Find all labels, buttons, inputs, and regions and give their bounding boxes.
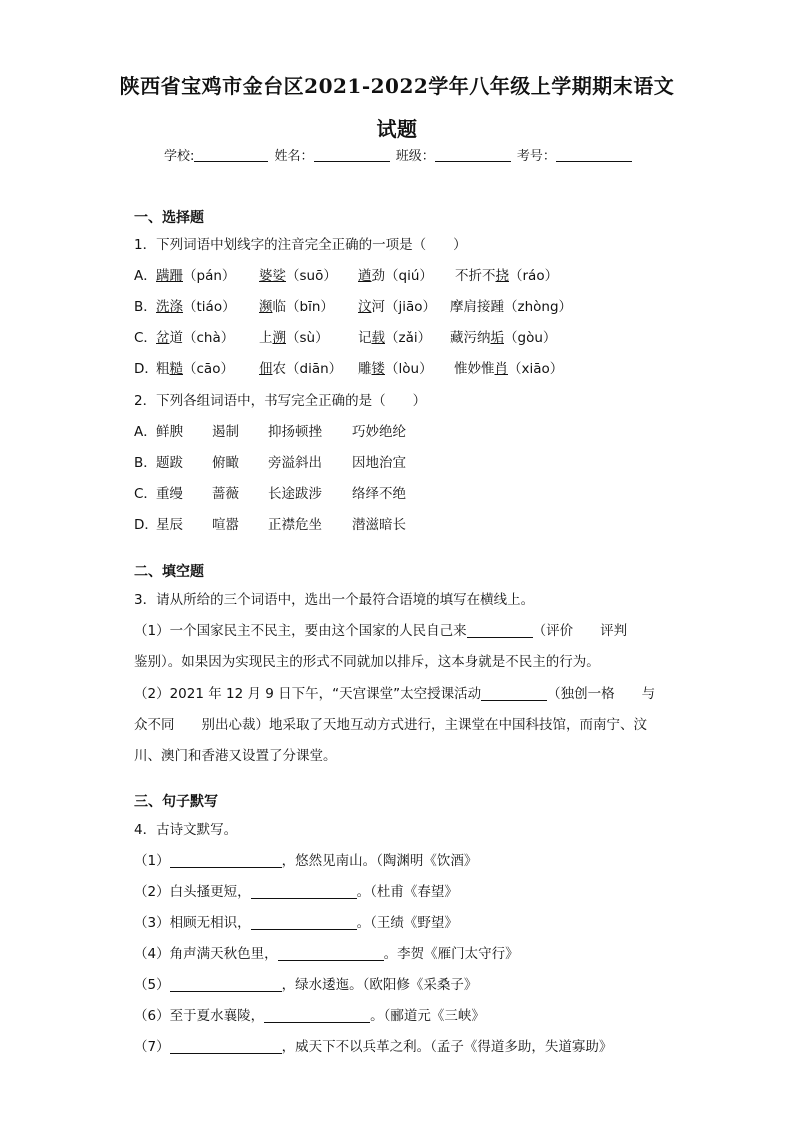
text: ，绿水逶迤。（欧阳修《采桑子》 [281, 977, 478, 993]
exam-title-line2: 试题 [376, 117, 418, 141]
pinyin: （tiáo） [183, 299, 236, 315]
option-label: B． [134, 299, 157, 315]
recite-item-3 [134, 911, 458, 931]
word: 糙 [169, 361, 183, 377]
word: 雕 [358, 361, 372, 377]
q1-option-c[interactable] [134, 326, 694, 344]
text: 。（杜甫《春望》 [356, 884, 458, 900]
text: （1）一个国家民主不民主，要由这个国家的人民自己来 [134, 623, 467, 639]
word: 抑扬顿挫 [268, 424, 322, 440]
pinyin: （zǎi） [385, 330, 432, 346]
q1-option-d[interactable] [134, 357, 694, 375]
recite-item-1 [134, 849, 477, 869]
word: 星辰 [156, 517, 183, 533]
pinyin: （cāo） [183, 361, 234, 377]
answer-blank[interactable] [251, 915, 357, 930]
text: （7） [134, 1039, 170, 1055]
q1-option-b[interactable] [134, 295, 694, 313]
option-label: C． [134, 330, 157, 346]
word: 俯瞰 [212, 455, 239, 471]
word: 濒 [259, 299, 273, 315]
word: 旁溢斜出 [268, 455, 322, 471]
text: （评价 评判 [532, 623, 628, 639]
q2-option-d[interactable] [134, 513, 534, 531]
exam-title-line1: 陕西省宝鸡市金台区2021-2022学年八年级上学期期末语文 [119, 74, 675, 98]
word: 巧妙绝纶 [352, 424, 406, 440]
word: 镂 [371, 361, 385, 377]
student-info-row [164, 145, 634, 164]
pinyin: （sù） [286, 330, 329, 346]
word: 河 [371, 299, 385, 315]
school-field[interactable] [194, 148, 268, 162]
text: 。李贺《雁门太守行》 [383, 946, 519, 962]
answer-blank[interactable] [170, 1039, 282, 1054]
pinyin: （lòu） [385, 361, 433, 377]
word: 喧嚣 [212, 517, 239, 533]
recite-item-5 [134, 973, 477, 993]
answer-blank[interactable] [170, 853, 282, 868]
pinyin: （diān） [286, 361, 343, 377]
text: （独创一格 与 [547, 686, 656, 702]
option-label: A． [134, 424, 157, 440]
name-label: 姓名： [274, 149, 314, 164]
q3-part2-line3: 川、澳门和香港又设置了分课堂。 [134, 748, 337, 764]
class-field[interactable] [435, 148, 511, 162]
answer-blank[interactable] [264, 1008, 370, 1023]
recite-item-2 [134, 880, 458, 900]
option-label: D． [134, 517, 158, 533]
section-heading-recitation: 三、句子默写 [134, 794, 218, 810]
section-heading-fill: 二、填空题 [134, 564, 204, 580]
option-label: B． [134, 455, 157, 471]
text: （3）相顾无相识， [134, 915, 251, 931]
text: ，威天下不以兵革之利。（孟子《得道多助，失道寡助》 [281, 1039, 613, 1055]
pinyin: （chà） [183, 330, 235, 346]
class-label: 班级： [395, 149, 435, 164]
q2-option-a[interactable] [134, 420, 534, 438]
word: 因地治宜 [352, 455, 406, 471]
q3-part2-line2: 众不同 别出心裁）地采取了天地互动方式进行，主课堂在中国科技馆，而南宁、汶 [134, 717, 647, 733]
word: 挠 [495, 268, 509, 284]
word: 载 [371, 330, 385, 346]
word: 溯 [272, 330, 286, 346]
answer-blank[interactable] [467, 623, 533, 638]
school-label: 学校: [164, 149, 195, 164]
word: 蔷薇 [212, 486, 239, 502]
q3-part1-line1 [134, 619, 627, 639]
pinyin: （suō） [286, 268, 337, 284]
word: 肖 [494, 361, 508, 377]
pinyin: （xiāo） [508, 361, 564, 377]
word: 汶 [358, 299, 372, 315]
word: 长途跋涉 [268, 486, 322, 502]
text: （1） [134, 853, 170, 869]
word: 鲜腴 [156, 424, 183, 440]
word: 潜滋暗长 [352, 517, 406, 533]
q1-option-a[interactable] [134, 264, 694, 282]
text: （6）至于夏水襄陵， [134, 1008, 265, 1024]
text: ，悠然见南山。（陶渊明《饮酒》 [281, 853, 478, 869]
pinyin: （ráo） [509, 268, 559, 284]
text: 。（郦道元《三峡》 [370, 1008, 485, 1024]
text: （2）2021 年 12 月 9 日下午，“天宫课堂”太空授课活动 [134, 686, 482, 702]
word: 婆娑 [259, 268, 286, 284]
text: （2）白头搔更短， [134, 884, 251, 900]
pinyin: （qiú） [385, 268, 433, 284]
word: 劲 [371, 268, 385, 284]
word: 络绎不绝 [352, 486, 406, 502]
word: 道 [169, 330, 183, 346]
word: 上 [259, 330, 273, 346]
pinyin: （pán） [183, 268, 236, 284]
recite-item-6 [134, 1004, 485, 1024]
text: （4）角声满天秋色里， [134, 946, 278, 962]
pinyin: （bīn） [286, 299, 334, 315]
word: 摩肩接踵 [450, 299, 504, 315]
q2-option-c[interactable] [134, 482, 534, 500]
pinyin: （jiāo） [385, 299, 437, 315]
q2-option-b[interactable] [134, 451, 534, 469]
word: 重缦 [156, 486, 183, 502]
q3-part1-line2: 鉴别）。如果因为实现民主的形式不同就加以排斥，这本身就是不民主的行为。 [134, 654, 600, 670]
exam-no-label: 考号： [516, 149, 556, 164]
word: 正襟危坐 [268, 517, 322, 533]
word: 临 [272, 299, 286, 315]
pinyin: （gòu） [504, 330, 557, 346]
word: 佃 [259, 361, 273, 377]
option-label: A． [134, 268, 157, 284]
word: 垢 [490, 330, 504, 346]
recite-item-7 [134, 1035, 612, 1055]
word: 蹒跚 [156, 268, 183, 284]
q3-part2-line1 [134, 682, 655, 702]
option-label: C． [134, 486, 157, 502]
text: 。（王绩《野望》 [356, 915, 458, 931]
section-heading-choice: 一、选择题 [134, 210, 204, 226]
recite-item-4 [134, 942, 519, 962]
word: 惟妙惟 [454, 361, 495, 377]
word: 遒 [358, 268, 372, 284]
q2-stem: 2．下列各组词语中，书写完全正确的是（ ） [134, 393, 427, 409]
word: 藏污纳 [450, 330, 491, 346]
answer-blank[interactable] [170, 977, 282, 992]
word: 遏制 [212, 424, 239, 440]
answer-blank[interactable] [278, 946, 384, 961]
answer-blank[interactable] [251, 884, 357, 899]
word: 题跋 [156, 455, 183, 471]
word: 不折不 [455, 268, 496, 284]
answer-blank[interactable] [481, 686, 547, 701]
word: 记 [358, 330, 372, 346]
word: 农 [272, 361, 286, 377]
q4-stem: 4．古诗文默写。 [134, 822, 238, 838]
word: 岔 [156, 330, 170, 346]
option-label: D． [134, 361, 158, 377]
q3-stem: 3．请从所给的三个词语中，选出一个最符合语境的填写在横线上。 [134, 592, 535, 608]
pinyin: （zhòng） [504, 299, 573, 315]
word: 粗 [156, 361, 170, 377]
q1-stem: 1．下列词语中划线字的注音完全正确的一项是（ ） [134, 237, 467, 253]
name-field[interactable] [314, 148, 390, 162]
text: （5） [134, 977, 170, 993]
word: 洗涤 [156, 299, 183, 315]
exam-no-field[interactable] [556, 148, 632, 162]
